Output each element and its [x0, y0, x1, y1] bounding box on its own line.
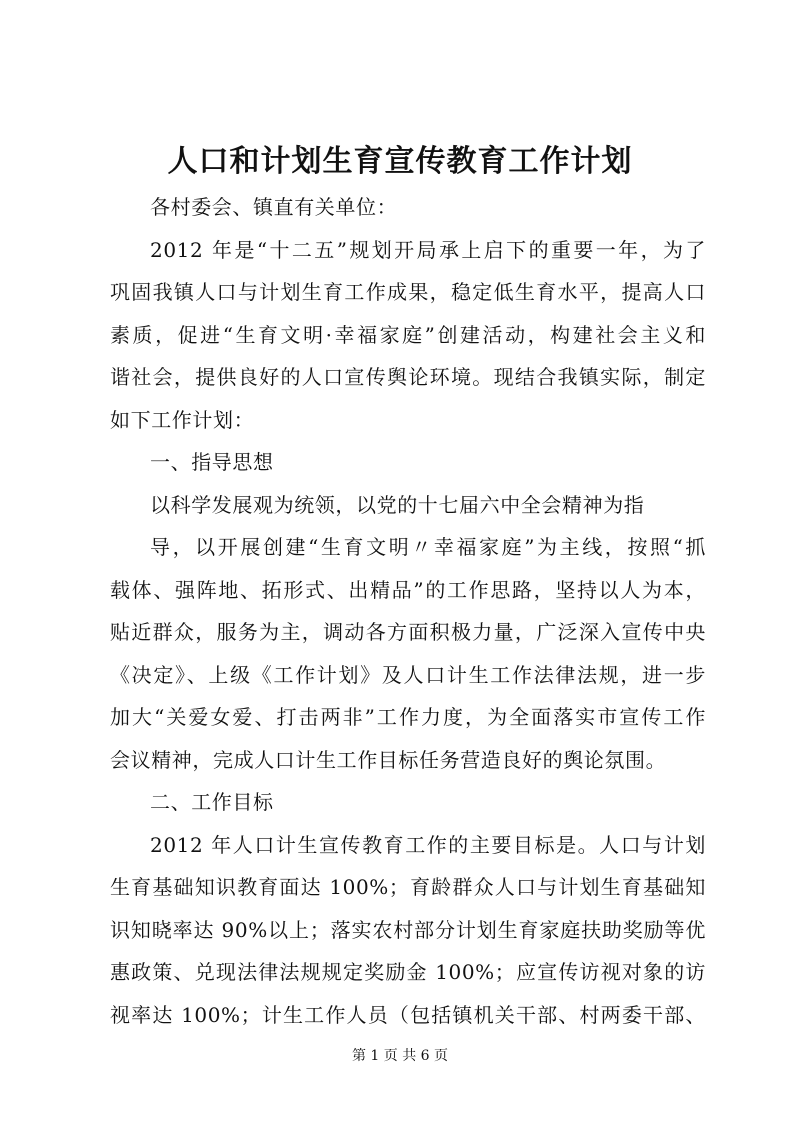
text-line: 以科学发展观为统领，以党的十七届六中全会精神为指	[150, 492, 645, 517]
text-line: 视率达 100%；计生工作人员（包括镇机关干部、村两委干部、	[110, 1002, 706, 1027]
text-line: 惠政策、兑现法律法规规定奖励金 100%；应宣传访视对象的访	[110, 960, 706, 984]
text-line: 加大“关爱女爱、打击两非”工作力度，为全面落实市宣传工作	[110, 705, 706, 729]
text-line: 素质，促进“生育文明·幸福家庭”创建活动，构建社会主义和	[110, 322, 706, 347]
text-line: 载体、强阵地、拓形式、出精品”的工作思路，坚持以人为本，	[110, 577, 706, 602]
text-line: 生育基础知识教育面达 100%；育龄群众人口与计划生育基础知	[110, 875, 706, 899]
document-body	[110, 186, 706, 1036]
text-line: 各村委会、镇直有关单位：	[150, 195, 398, 219]
text-line: 如下工作计划：	[110, 407, 255, 432]
text-line: 识知晓率达 90%以上；落实农村部分计划生育家庭扶助奖励等优	[110, 917, 706, 942]
page-footer: 第 1 页 共 6 页	[351, 1048, 449, 1064]
text-line: 巩固我镇人口与计划生育工作成果，稳定低生育水平，提高人口	[110, 280, 706, 304]
text-line: 2012 年是“十二五”规划开局承上启下的重要一年，为了	[150, 237, 706, 262]
text-line: 二、工作目标	[150, 790, 274, 814]
document-title: 人口和计划生育宣传教育工作计划	[167, 144, 633, 179]
text-line: 《决定》、上级《工作计划》及人口计生工作法律法规，进一步	[110, 662, 706, 687]
text-line: 一、指导思想	[150, 450, 274, 474]
text-line: 导，以开展创建“生育文明〃幸福家庭”为主线，按照“抓	[150, 535, 706, 559]
text-line: 会议精神，完成人口计生工作目标任务营造良好的舆论氛围。	[110, 747, 667, 772]
text-line: 贴近群众，服务为主，调动各方面积极力量，广泛深入宣传中央	[110, 620, 706, 644]
text-line: 2012 年人口计生宣传教育工作的主要目标是。人口与计划	[150, 832, 706, 857]
text-line: 谐社会，提供良好的人口宣传舆论环境。现结合我镇实际，制定	[110, 365, 706, 389]
